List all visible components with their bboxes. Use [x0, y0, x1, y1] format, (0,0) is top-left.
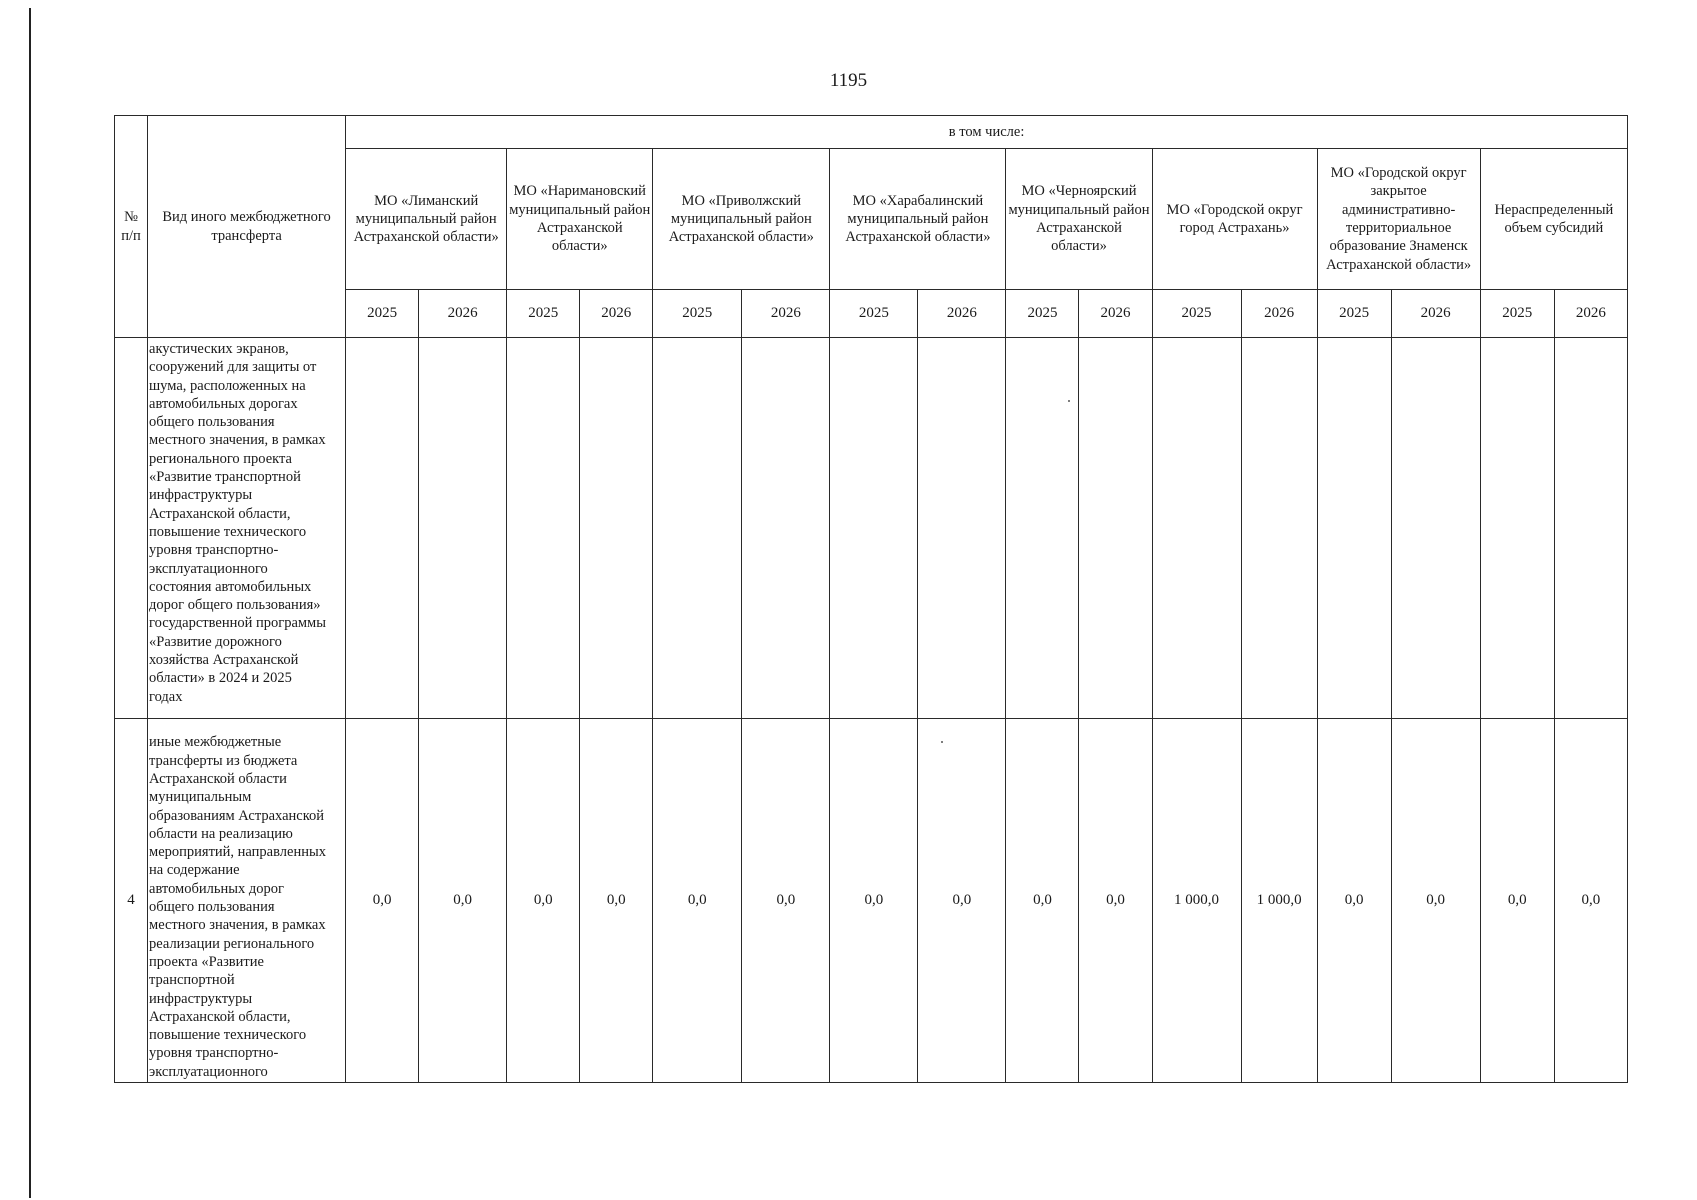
value-cell: 0,0 — [830, 719, 918, 1083]
header-mo-kharabalinsky: МО «Харабалинский муниципальный район Астраханской области» — [830, 149, 1006, 290]
value-cell: 1 000,0 — [1152, 719, 1241, 1083]
value-cell — [1554, 338, 1627, 719]
value-cell: 0,0 — [1554, 719, 1627, 1083]
value-cell: 0,0 — [507, 719, 580, 1083]
year-header: 2026 — [918, 290, 1006, 338]
row-number — [115, 338, 148, 719]
row-number: 4 — [115, 719, 148, 1083]
value-cell — [1079, 338, 1152, 719]
year-header: 2025 — [507, 290, 580, 338]
row-description: иные межбюджетные трансферты из бюджета Астраханской области муниципальным образованиям Астраханской области на реализацию мероприятий, направленных на содержание автомобильных дорог общего пользования местного значения, в рамках реализации регионального проекта «Развитие транспортной инфраструктуры Астраханской области, повышение технического уровня транспортно- эксплуатационного — [148, 719, 346, 1083]
value-cell: 0,0 — [918, 719, 1006, 1083]
year-header: 2026 — [1391, 290, 1480, 338]
value-cell — [1241, 338, 1317, 719]
year-header: 2026 — [1554, 290, 1627, 338]
year-header: 2025 — [1152, 290, 1241, 338]
value-cell — [419, 338, 507, 719]
header-mo-limansky: МО «Лиманский муниципальный район Астраханской области» — [346, 149, 507, 290]
value-cell: 0,0 — [1391, 719, 1480, 1083]
value-cell: 0,0 — [580, 719, 653, 1083]
value-cell — [653, 338, 742, 719]
value-cell — [507, 338, 580, 719]
header-mo-chernoyarsky: МО «Черноярский муниципальный район Астраханской области» — [1006, 149, 1152, 290]
header-mo-znamensk: МО «Городской округ закрытое административно-территориальное образование Знаменск Астраханской области» — [1317, 149, 1480, 290]
value-cell — [580, 338, 653, 719]
page-number: 1195 — [829, 70, 868, 91]
value-cell — [1391, 338, 1480, 719]
header-unallocated: Нераспределенный объем субсидий — [1480, 149, 1627, 290]
header-mo-astrakhan: МО «Городской округ город Астрахань» — [1152, 149, 1317, 290]
scan-speck — [1068, 400, 1070, 402]
value-cell: 1 000,0 — [1241, 719, 1317, 1083]
header-transfer-type: Вид иного межбюджетного трансферта — [148, 116, 346, 338]
value-cell: 0,0 — [742, 719, 830, 1083]
value-cell — [1152, 338, 1241, 719]
value-cell — [918, 338, 1006, 719]
header-num: № п/п — [115, 116, 148, 338]
year-header: 2026 — [580, 290, 653, 338]
value-cell: 0,0 — [419, 719, 507, 1083]
header-mo-narimanovsky: МО «Наримановский муниципальный район Астраханской области» — [507, 149, 653, 290]
year-header: 2026 — [742, 290, 830, 338]
table-row — [115, 338, 1628, 719]
value-cell — [1317, 338, 1391, 719]
transfers-table — [114, 115, 1628, 1083]
year-header: 2026 — [1241, 290, 1317, 338]
value-cell: 0,0 — [1006, 719, 1079, 1083]
value-cell — [1006, 338, 1079, 719]
value-cell — [346, 338, 419, 719]
value-cell: 0,0 — [1480, 719, 1554, 1083]
year-header: 2025 — [1006, 290, 1079, 338]
value-cell — [742, 338, 830, 719]
value-cell: 0,0 — [1079, 719, 1152, 1083]
row-description: акустических экранов, сооружений для защиты от шума, расположенных на автомобильных дорогах общего пользования местного значения, в рамках регионального проекта «Развитие транспортной инфраструктуры Астраханской области, повышение технического уровня транспортно- эксплуатационного состояния автомобильных дорог общего пользования» государственной программы «Развитие дорожного хозяйства Астраханской области» в 2024 и 2025 годах — [148, 338, 346, 719]
table-row — [115, 719, 1628, 1083]
value-cell: 0,0 — [653, 719, 742, 1083]
year-header: 2025 — [346, 290, 419, 338]
scan-speck — [941, 741, 943, 743]
header-group-label: в том числе: — [346, 116, 1628, 149]
year-header: 2026 — [1079, 290, 1152, 338]
left-margin-rule — [29, 8, 31, 1198]
header-mo-privolzhsky: МО «Приволжский муниципальный район Астраханской области» — [653, 149, 830, 290]
value-cell — [830, 338, 918, 719]
year-header: 2026 — [419, 290, 507, 338]
year-header: 2025 — [653, 290, 742, 338]
value-cell: 0,0 — [1317, 719, 1391, 1083]
year-header: 2025 — [830, 290, 918, 338]
value-cell: 0,0 — [346, 719, 419, 1083]
year-header: 2025 — [1480, 290, 1554, 338]
value-cell — [1480, 338, 1554, 719]
year-header: 2025 — [1317, 290, 1391, 338]
